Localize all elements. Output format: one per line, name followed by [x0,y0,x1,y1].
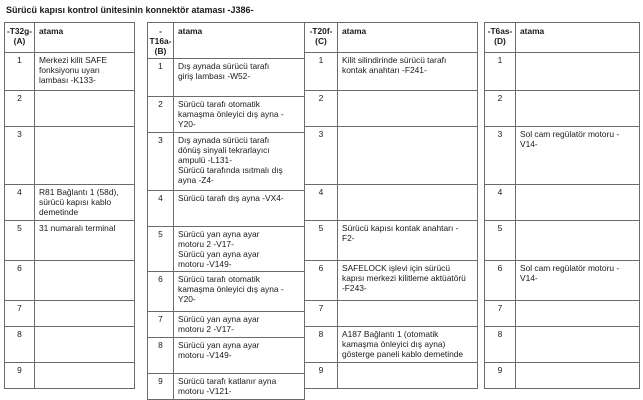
pin-assignment-line: Sürücü tarafı dış ayna -VX4- [178,193,284,203]
pin-assignment-line: Sürücü tarafı katlanır ayna [178,376,277,386]
pin-number: 7 [305,301,338,327]
connector-pin-header [148,23,174,59]
pin-number: 4 [305,185,338,221]
pin-number: 3 [5,127,35,185]
pin-assignment-line: kamaşma önleyici dış ayna - [178,109,284,119]
pin-assignment-line: Sürücü tarafı otomatik [178,274,260,284]
pin-number: 7 [5,301,35,327]
table-row [5,185,135,221]
pin-number: 5 [5,221,35,261]
pin-assignment-line: Sürücü yan ayna ayar [178,249,260,259]
pin-assignment-line: kamaşma önleyici dış ayna - [178,284,284,294]
pin-number: 7 [485,301,516,327]
pin-assignment-line: lambası -K133- [39,75,96,85]
pin-number: 6 [485,261,516,301]
pin-assignment-line: kontak anahtarı -F241- [342,65,427,75]
pin-number: 4 [485,185,516,221]
pin-number: 8 [148,338,174,374]
pin-assignment-line: Dış aynada sürücü tarafı [178,61,270,71]
connector-pin-header-line: (D) [494,36,506,46]
pin-assignment [35,185,135,221]
table-row [305,91,478,127]
table-row [305,301,478,327]
pin-number: 1 [5,53,35,91]
pin-assignment [338,127,478,185]
assignment-header: atama [338,23,478,53]
pin-number: 3 [148,133,174,191]
pin-assignment-line: motoru -V121- [178,386,232,396]
pin-assignment [174,59,305,97]
table-row [148,191,305,227]
pin-assignment [35,261,135,301]
pin-assignment [516,327,640,363]
connector-pin-header-line: (B) [154,46,167,56]
table-row [305,185,478,221]
connector-table-t20f [304,22,478,389]
pin-assignment-line: Merkezi kilit SAFE [39,55,107,65]
table-row [485,301,640,327]
table-row [5,327,135,363]
pin-assignment [516,301,640,327]
pin-number: 8 [305,327,338,363]
pin-assignment-line: fonksiyonu uyarı [39,65,100,75]
table-row [485,53,640,91]
table-row [5,261,135,301]
table-row [305,363,478,389]
pin-number: 1 [305,53,338,91]
pin-number: 6 [5,261,35,301]
table-row [305,221,478,261]
pin-number: 2 [5,91,35,127]
pin-assignment-line: demetinde [39,207,79,217]
assignment-header: atama [174,23,305,59]
table-row [148,338,305,374]
pin-assignment [516,91,640,127]
pin-number: 9 [485,363,516,389]
table-header-row [305,23,478,53]
pin-number: 5 [305,221,338,261]
pin-assignment [35,221,135,261]
pin-assignment [516,53,640,91]
table-header-row [5,23,135,53]
connector-pin-header [305,23,338,53]
pin-assignment-line: Y20- [178,294,196,304]
pin-assignment [338,363,478,389]
connector-table-t16a [147,22,305,400]
pin-assignment [35,301,135,327]
connector-pin-header [485,23,516,53]
pin-assignment [35,127,135,185]
pin-assignment-line: sürücü kapısı kablo [39,197,112,207]
pin-assignment [338,221,478,261]
table-row [305,261,478,301]
pin-assignment [174,374,305,400]
table-row [485,221,640,261]
pin-number: 1 [148,59,174,97]
pin-number: 5 [148,227,174,272]
pin-assignment-line: SAFELOCK işlevi için sürücü [342,263,450,273]
pin-assignment-line: ayna -Z4- [178,175,214,185]
pin-number: 3 [305,127,338,185]
pin-number: 3 [485,127,516,185]
table-row [148,272,305,312]
pin-assignment-line: A187 Bağlantı 1 (otomatik [342,329,439,339]
pin-assignment-line: motoru -V149- [178,350,232,360]
assignment-header: atama [516,23,640,53]
pin-assignment [516,185,640,221]
table-header-row [485,23,640,53]
pin-assignment-line: Sürücü yan ayna ayar [178,229,260,239]
connector-pin-header-line: -T20f- [309,26,333,36]
pin-number: 2 [485,91,516,127]
pin-assignment-line: kapısı merkezi kilitleme aktüatörü [342,273,466,283]
pin-assignment-line: Sol cam regülatör motoru - [520,263,620,273]
pin-assignment-line: Sürücü tarafında ısıtmalı dış [178,165,283,175]
pin-assignment [338,327,478,363]
table-row [148,312,305,338]
pin-assignment-line: motoru 2 -V17- [178,324,234,334]
pin-number: 6 [305,261,338,301]
pin-assignment [174,191,305,227]
pin-assignment-line: V14- [520,139,538,149]
table-row [485,91,640,127]
pin-assignment [338,261,478,301]
table-row [148,227,305,272]
pin-assignment [174,338,305,374]
pin-assignment-line: Sürücü tarafı otomatik [178,99,260,109]
pin-assignment-line: Kilit silindirinde sürücü tarafı [342,55,447,65]
table-row [485,261,640,301]
pin-assignment-line: kamaşma önleyici dış ayna) [342,339,446,349]
pin-assignment [338,91,478,127]
connector-pin-header-line: -T6as- [487,26,513,36]
pin-assignment [174,133,305,191]
pin-assignment-line: 31 numaralı terminal [39,223,116,233]
pin-assignment [35,53,135,91]
pin-assignment [35,91,135,127]
table-row [5,221,135,261]
connector-pin-header [5,23,35,53]
pin-assignment-line: Sürücü yan ayna ayar [178,340,260,350]
pin-assignment [35,327,135,363]
pin-number: 9 [148,374,174,400]
pin-assignment-line: dönüş sinyali tekrarlayıcı [178,145,270,155]
connector-table-t6as [484,22,640,389]
table-row [485,327,640,363]
table-row [5,53,135,91]
table-row [148,374,305,400]
pin-assignment-line: gösterge paneli kablo demetinde [342,349,464,359]
connector-table-t32g [4,22,135,389]
pin-assignment [174,272,305,312]
pin-assignment [516,127,640,185]
pin-assignment [338,53,478,91]
pin-assignment [338,185,478,221]
pin-number: 9 [5,363,35,389]
connector-pin-header-line: (C) [315,36,327,46]
pin-number: 6 [148,272,174,312]
pin-number: 2 [148,97,174,133]
pin-assignment-line: motoru -V149- [178,259,232,269]
pin-assignment-line: motoru 2 -V17- [178,239,234,249]
table-row [305,327,478,363]
pin-assignment-line: R81 Bağlantı 1 (58d), [39,187,119,197]
connector-pin-header-line: (A) [13,36,26,46]
table-row [485,185,640,221]
table-row [148,133,305,191]
pin-assignment [516,363,640,389]
table-row [485,127,640,185]
pin-number: 8 [485,327,516,363]
pin-assignment-line: Sürücü yan ayna ayar [178,314,260,324]
table-row [5,301,135,327]
pin-assignment [174,312,305,338]
pin-assignment [174,227,305,272]
pin-assignment-line: Sol cam regülatör motoru - [520,129,620,139]
pin-number: 5 [485,221,516,261]
pin-number: 8 [5,327,35,363]
assignment-header: atama [35,23,135,53]
pin-number: 1 [485,53,516,91]
page-title: Sürücü kapısı kontrol ünitesinin konnektör ataması -J386- [6,5,254,15]
table-row [5,127,135,185]
pin-assignment-line: V14- [520,273,538,283]
table-row [5,91,135,127]
pin-assignment-line: -F243- [342,283,367,293]
pin-assignment [35,363,135,389]
pin-assignment-line: ampulü -L131- [178,155,233,165]
pin-number: 4 [148,191,174,227]
table-row [148,59,305,97]
pin-assignment-line: Y20- [178,119,196,129]
pin-assignment [174,97,305,133]
pin-assignment [516,221,640,261]
connector-pin-header-line: -T16a- [149,26,172,46]
table-row [148,97,305,133]
pin-number: 9 [305,363,338,389]
table-row [305,53,478,91]
pin-number: 4 [5,185,35,221]
pin-number: 2 [305,91,338,127]
table-row [485,363,640,389]
connector-pin-header-line: -T32g- [6,26,33,36]
pin-assignment-line: Sürücü kapısı kontak anahtarı - [342,223,459,233]
pin-assignment [516,261,640,301]
pin-assignment [338,301,478,327]
pin-assignment-line: Dış aynada sürücü tarafı [178,135,270,145]
pin-assignment-line: giriş lambası -W52- [178,71,251,81]
table-row [5,363,135,389]
table-header-row [148,23,305,59]
pin-assignment-line: F2- [342,233,355,243]
pin-number: 7 [148,312,174,338]
table-row [305,127,478,185]
